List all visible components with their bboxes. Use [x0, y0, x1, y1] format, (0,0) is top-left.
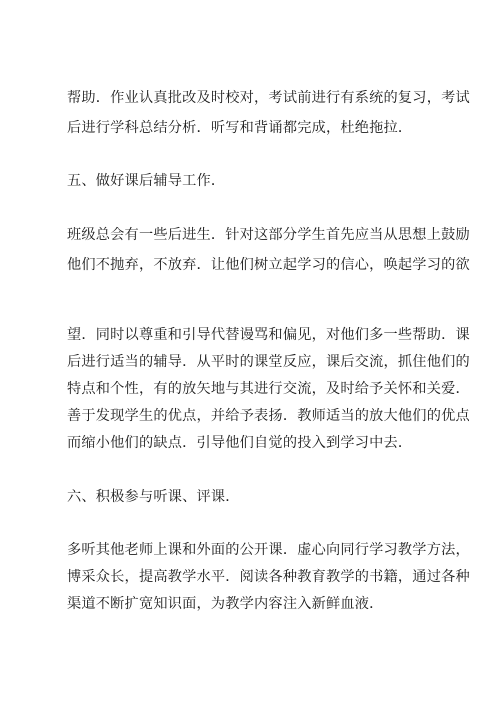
paragraph-line: 望．同时以尊重和引导代替谩骂和偏见，对他们多一些帮助．课 — [67, 327, 470, 343]
paragraph-line: 多听其他老师上课和外面的公开课．虚心向同行学习教学方法， — [67, 542, 470, 558]
paragraph-line: 善于发现学生的优点，并给予表扬．教师适当的放大他们的优点 — [67, 408, 470, 424]
paragraph-line: 博采众长，提高教学水平．阅读各种教育教学的书籍，通过各种 — [67, 569, 470, 585]
paragraph-line: 特点和个性，有的放矢地与其进行交流，及时给予关怀和关爱． — [67, 381, 470, 397]
paragraph-line: 渠道不断扩宽知识面，为教学内容注入新鲜血液． — [67, 596, 384, 612]
section-heading: 六、积极参与听课、评课． — [67, 489, 240, 505]
paragraph-line: 而缩小他们的缺点．引导他们自觉的投入到学习中去． — [67, 435, 413, 451]
paragraph-line: 他们不抛弃，不放弃．让他们树立起学习的信心，唤起学习的欲 — [67, 257, 470, 273]
paragraph-line: 后进行学科总结分析．听写和背诵都完成，杜绝拖拉． — [67, 120, 413, 136]
section-heading: 五、做好课后辅导工作． — [67, 173, 226, 189]
paragraph-line: 帮助．作业认真批改及时校对，考试前进行有系统的复习，考试 — [67, 90, 470, 106]
paragraph-line: 后进行适当的辅导．从平时的课堂反应，课后交流，抓住他们的 — [67, 354, 470, 370]
paragraph-line: 班级总会有一些后进生．针对这部分学生首先应当从思想上鼓励 — [67, 227, 470, 243]
